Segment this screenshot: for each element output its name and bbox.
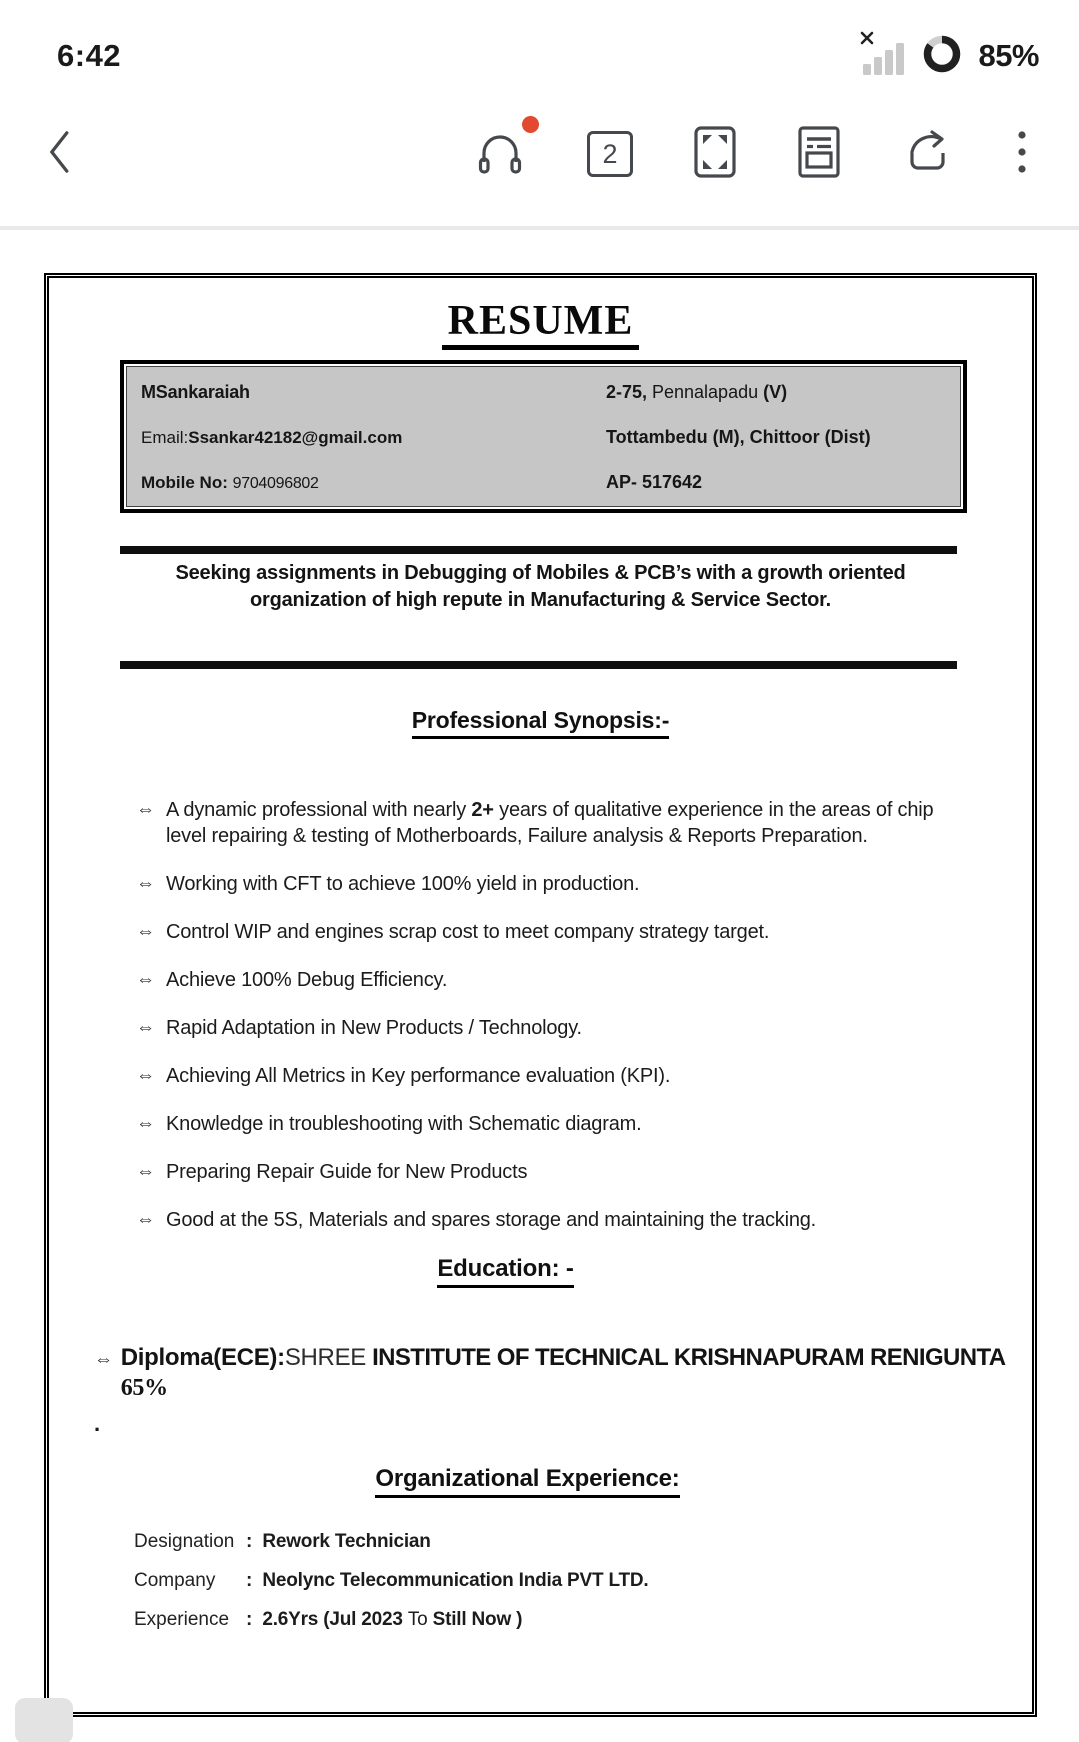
designation-row: Designation : Rework Technician [134, 1531, 431, 1552]
fit-screen-button[interactable] [693, 125, 737, 184]
contact-email: Email:Ssankar42182@gmail.com [141, 427, 403, 447]
synopsis-heading: Professional Synopsis:- [412, 707, 669, 739]
double-arrow-icon: ⇔ [136, 1017, 155, 1038]
contact-row-1 [127, 377, 960, 408]
resume-title: RESUME [442, 298, 640, 350]
contact-mobile: Mobile No: 9704096802 [141, 472, 319, 492]
back-button[interactable] [45, 128, 91, 180]
list-item: ⇔ Good at the 5S, Materials and spares storage and maintaining the tracking. [136, 1209, 817, 1231]
experience-heading: Organizational Experience: [375, 1465, 679, 1498]
double-arrow-icon: ⇔ [136, 1161, 155, 1182]
experience-details [134, 1532, 1032, 1630]
listen-button[interactable] [473, 126, 527, 183]
share-icon [901, 126, 957, 183]
double-arrow-icon: ⇔ [94, 1349, 113, 1370]
notification-dot [522, 116, 539, 133]
contact-name: MSankaraiah [141, 382, 250, 402]
list-item: ⇔ Control WIP and engines scrap cost to meet company strategy target. [136, 921, 770, 943]
contact-row-3 [127, 467, 960, 498]
contact-box [120, 360, 967, 513]
overflow-menu-button[interactable] [1017, 128, 1027, 181]
objective-rule-bottom [120, 661, 957, 669]
synopsis-list [49, 797, 1032, 1233]
double-arrow-icon: ⇔ [136, 873, 155, 894]
double-arrow-icon: ⇔ [136, 921, 155, 942]
list-item: ⇔ Rapid Adaptation in New Products / Technology. [136, 1017, 582, 1039]
company-row: Company : Neolync Telecommunication India PVT LTD. [134, 1570, 649, 1591]
list-item: ⇔ Achieve 100% Debug Efficiency. [136, 969, 448, 991]
three-dot-menu-icon [1017, 128, 1027, 181]
status-bar [0, 0, 1079, 96]
objective-rule-top [120, 546, 957, 554]
contact-address-line3: AP- 517642 [605, 472, 703, 492]
education-heading: Education: - [437, 1255, 573, 1288]
status-icons [860, 31, 1039, 82]
fit-screen-icon [693, 125, 737, 184]
contact-address-line1: 2-75, Pennalapadu (V) [605, 382, 788, 402]
stray-period: . [94, 1411, 101, 1436]
battery-icon [920, 32, 964, 81]
battery-percent: 85% [978, 38, 1039, 73]
floating-page-handle[interactable] [15, 1698, 73, 1742]
contact-row-2 [127, 422, 960, 453]
page-count-icon: 2 [587, 131, 633, 177]
chevron-left-icon [45, 128, 75, 181]
signal-off-icon [860, 31, 906, 82]
clock-time: 6:42 [57, 38, 122, 73]
objective-text: Seeking assignments in Debugging of Mobiles & PCB’s with a growth oriented organization of high repute in Manufacturing & Service Sector. [175, 562, 906, 611]
page-count-button[interactable] [587, 131, 633, 177]
list-item: ⇔ Achieving All Metrics in Key performance evaluation (KPI). [136, 1065, 671, 1087]
document-page [44, 273, 1037, 1717]
list-item: ⇔ Working with CFT to achieve 100% yield in production. [136, 873, 640, 895]
list-item: ⇔ Preparing Repair Guide for New Products [136, 1161, 528, 1183]
share-button[interactable] [901, 126, 957, 183]
double-arrow-icon: ⇔ [136, 969, 155, 990]
list-item: ⇔ A dynamic professional with nearly 2+ years of qualitative experience in the areas of chip level repairing & testing of Motherboards, Failure analysis & Reports Preparation. [136, 799, 934, 847]
double-arrow-icon: ⇔ [136, 1209, 155, 1230]
toolbar-actions [473, 125, 1027, 184]
double-arrow-icon: ⇔ [136, 1065, 155, 1086]
reader-view-button[interactable] [797, 125, 841, 184]
contact-address-line2: Tottambedu (M), Chittoor (Dist) [605, 427, 871, 447]
toolbar [0, 96, 1079, 206]
double-arrow-icon: ⇔ [136, 1113, 155, 1134]
toolbar-divider [0, 226, 1079, 230]
education-item: ⇔ Diploma(ECE):SHREE INSTITUTE OF TECHNICAL KRISHNAPURAM RENIGUNTA 65% [94, 1344, 1005, 1401]
reader-view-icon [797, 125, 841, 184]
list-item: ⇔ Knowledge in troubleshooting with Schematic diagram. [136, 1113, 642, 1135]
headphones-icon [473, 126, 527, 183]
experience-row: Experience : 2.6Yrs (Jul 2023 To Still Now ) [134, 1609, 523, 1630]
double-arrow-icon: ⇔ [136, 799, 155, 820]
